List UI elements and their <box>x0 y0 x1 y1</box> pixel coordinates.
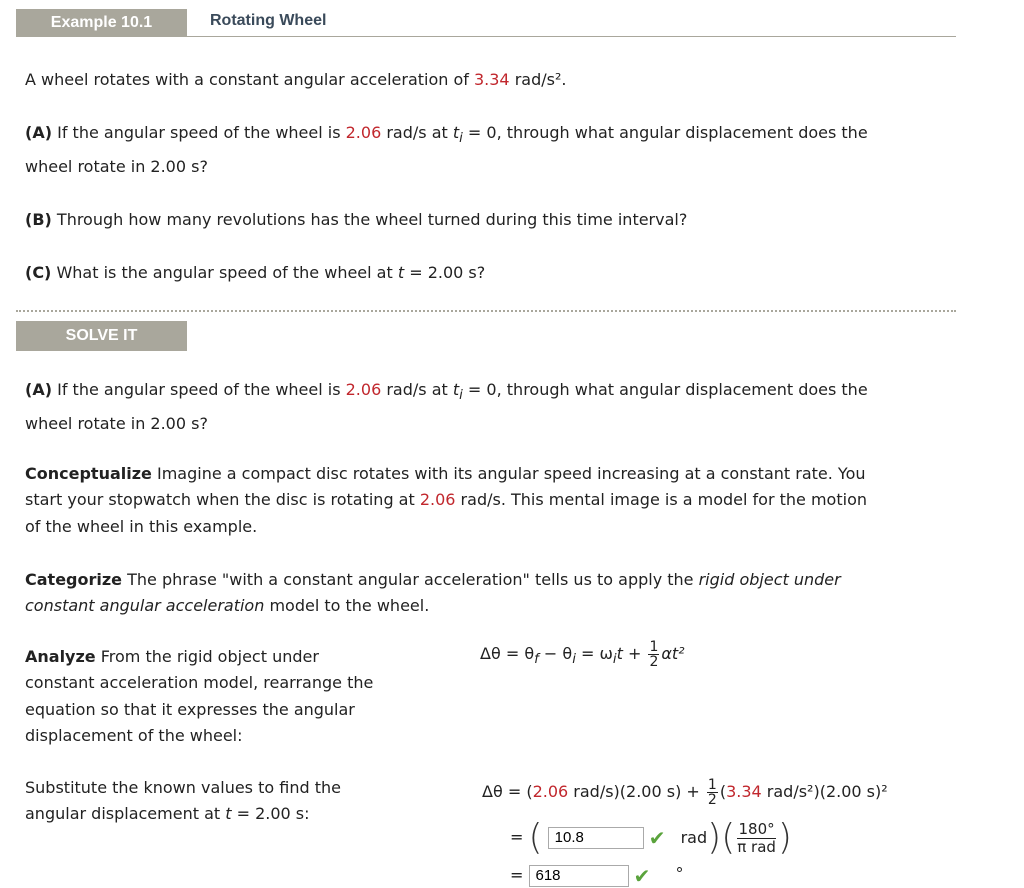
unit-rad: rad <box>680 827 708 847</box>
half-fraction-2: $\frac{1}{2}$ <box>707 777 717 808</box>
header-divider <box>16 36 956 37</box>
conceptualize-line1: Conceptualize Imagine a compact disc rotates with its angular speed increasing at a constant rate. You <box>25 464 866 483</box>
section-divider <box>16 310 956 312</box>
analyze-line4: displacement of the wheel: <box>25 726 243 745</box>
half-fraction: $\frac{1}{2}$ <box>649 639 659 670</box>
paren-right: ) <box>707 817 722 858</box>
answer-input-deg[interactable] <box>529 865 629 887</box>
categorize-line1: Categorize The phrase "with a constant angular acceleration" tells us to apply the rigid object under <box>25 570 841 589</box>
solve-it-badge: SOLVE IT <box>16 321 187 351</box>
paren-left: ( <box>528 817 543 858</box>
answer-row-1: = ( 10.8 ✔ rad)( $\frac{180^\circ}{\text{π rad}}$ ) <box>510 820 792 860</box>
intro-text: A wheel rotates with a constant angular acceleration of 3.34 rad/s². <box>25 70 567 89</box>
solve-question-a-cont: wheel rotate in 2.00 s? <box>25 414 208 433</box>
substitute-equation: Δθ = (2.06 rad/s)(2.00 s) + $\frac{1}{2}$ (3.34 rad/s²)(2.00 s)² <box>482 777 888 808</box>
analyze-line1: Analyze From the rigid object under <box>25 647 319 666</box>
question-a: (A) If the angular speed of the wheel is 2.06 rad/s at $t_i = 0$, through what angular displacement does the <box>25 123 868 147</box>
accel-value: 3.34 <box>473 70 510 89</box>
conversion-fraction: $\frac{180^\circ}{\text{π rad}}$ <box>737 819 776 856</box>
solve-question-a: (A) If the angular speed of the wheel is 2.06 rad/s at $t_i = 0$, through what angular displacement does the <box>25 380 868 404</box>
conceptualize-line2: start your stopwatch when the disc is rotating at 2.06 rad/s. This mental image is a model for the motion <box>25 490 867 509</box>
paren-left-2: ( <box>721 817 736 858</box>
example-title: Rotating Wheel <box>210 12 327 29</box>
analyze-line2: constant acceleration model, rearrange the <box>25 673 374 692</box>
example-badge: Example 10.1 <box>16 9 187 37</box>
categorize-line2: constant angular acceleration model to the wheel. <box>25 596 430 615</box>
question-c: (C) What is the angular speed of the wheel at t = 2.00 s? <box>25 263 486 282</box>
substitute-line2: angular displacement at t = 2.00 s: <box>25 804 310 823</box>
paren-right-2: ) <box>777 817 792 858</box>
analyze-line3: equation so that it expresses the angular <box>25 700 355 719</box>
unit-degree: ° <box>675 864 684 883</box>
check-icon: ✔ <box>633 864 651 888</box>
check-icon: ✔ <box>648 826 666 850</box>
question-a-cont: wheel rotate in 2.00 s? <box>25 157 208 176</box>
analyze-equation: $\Delta\theta = \theta_f - \theta_i = \omega_it$ + $\frac{1}{2}$ αt² <box>480 639 685 670</box>
answer-input-rad[interactable] <box>548 827 644 849</box>
conceptualize-line3: of the wheel in this example. <box>25 517 258 536</box>
substitute-line1: Substitute the known values to find the <box>25 778 341 797</box>
answer-row-2: = 618 ✔ ° <box>510 864 683 888</box>
question-b: (B) Through how many revolutions has the wheel turned during this time interval? <box>25 210 688 229</box>
